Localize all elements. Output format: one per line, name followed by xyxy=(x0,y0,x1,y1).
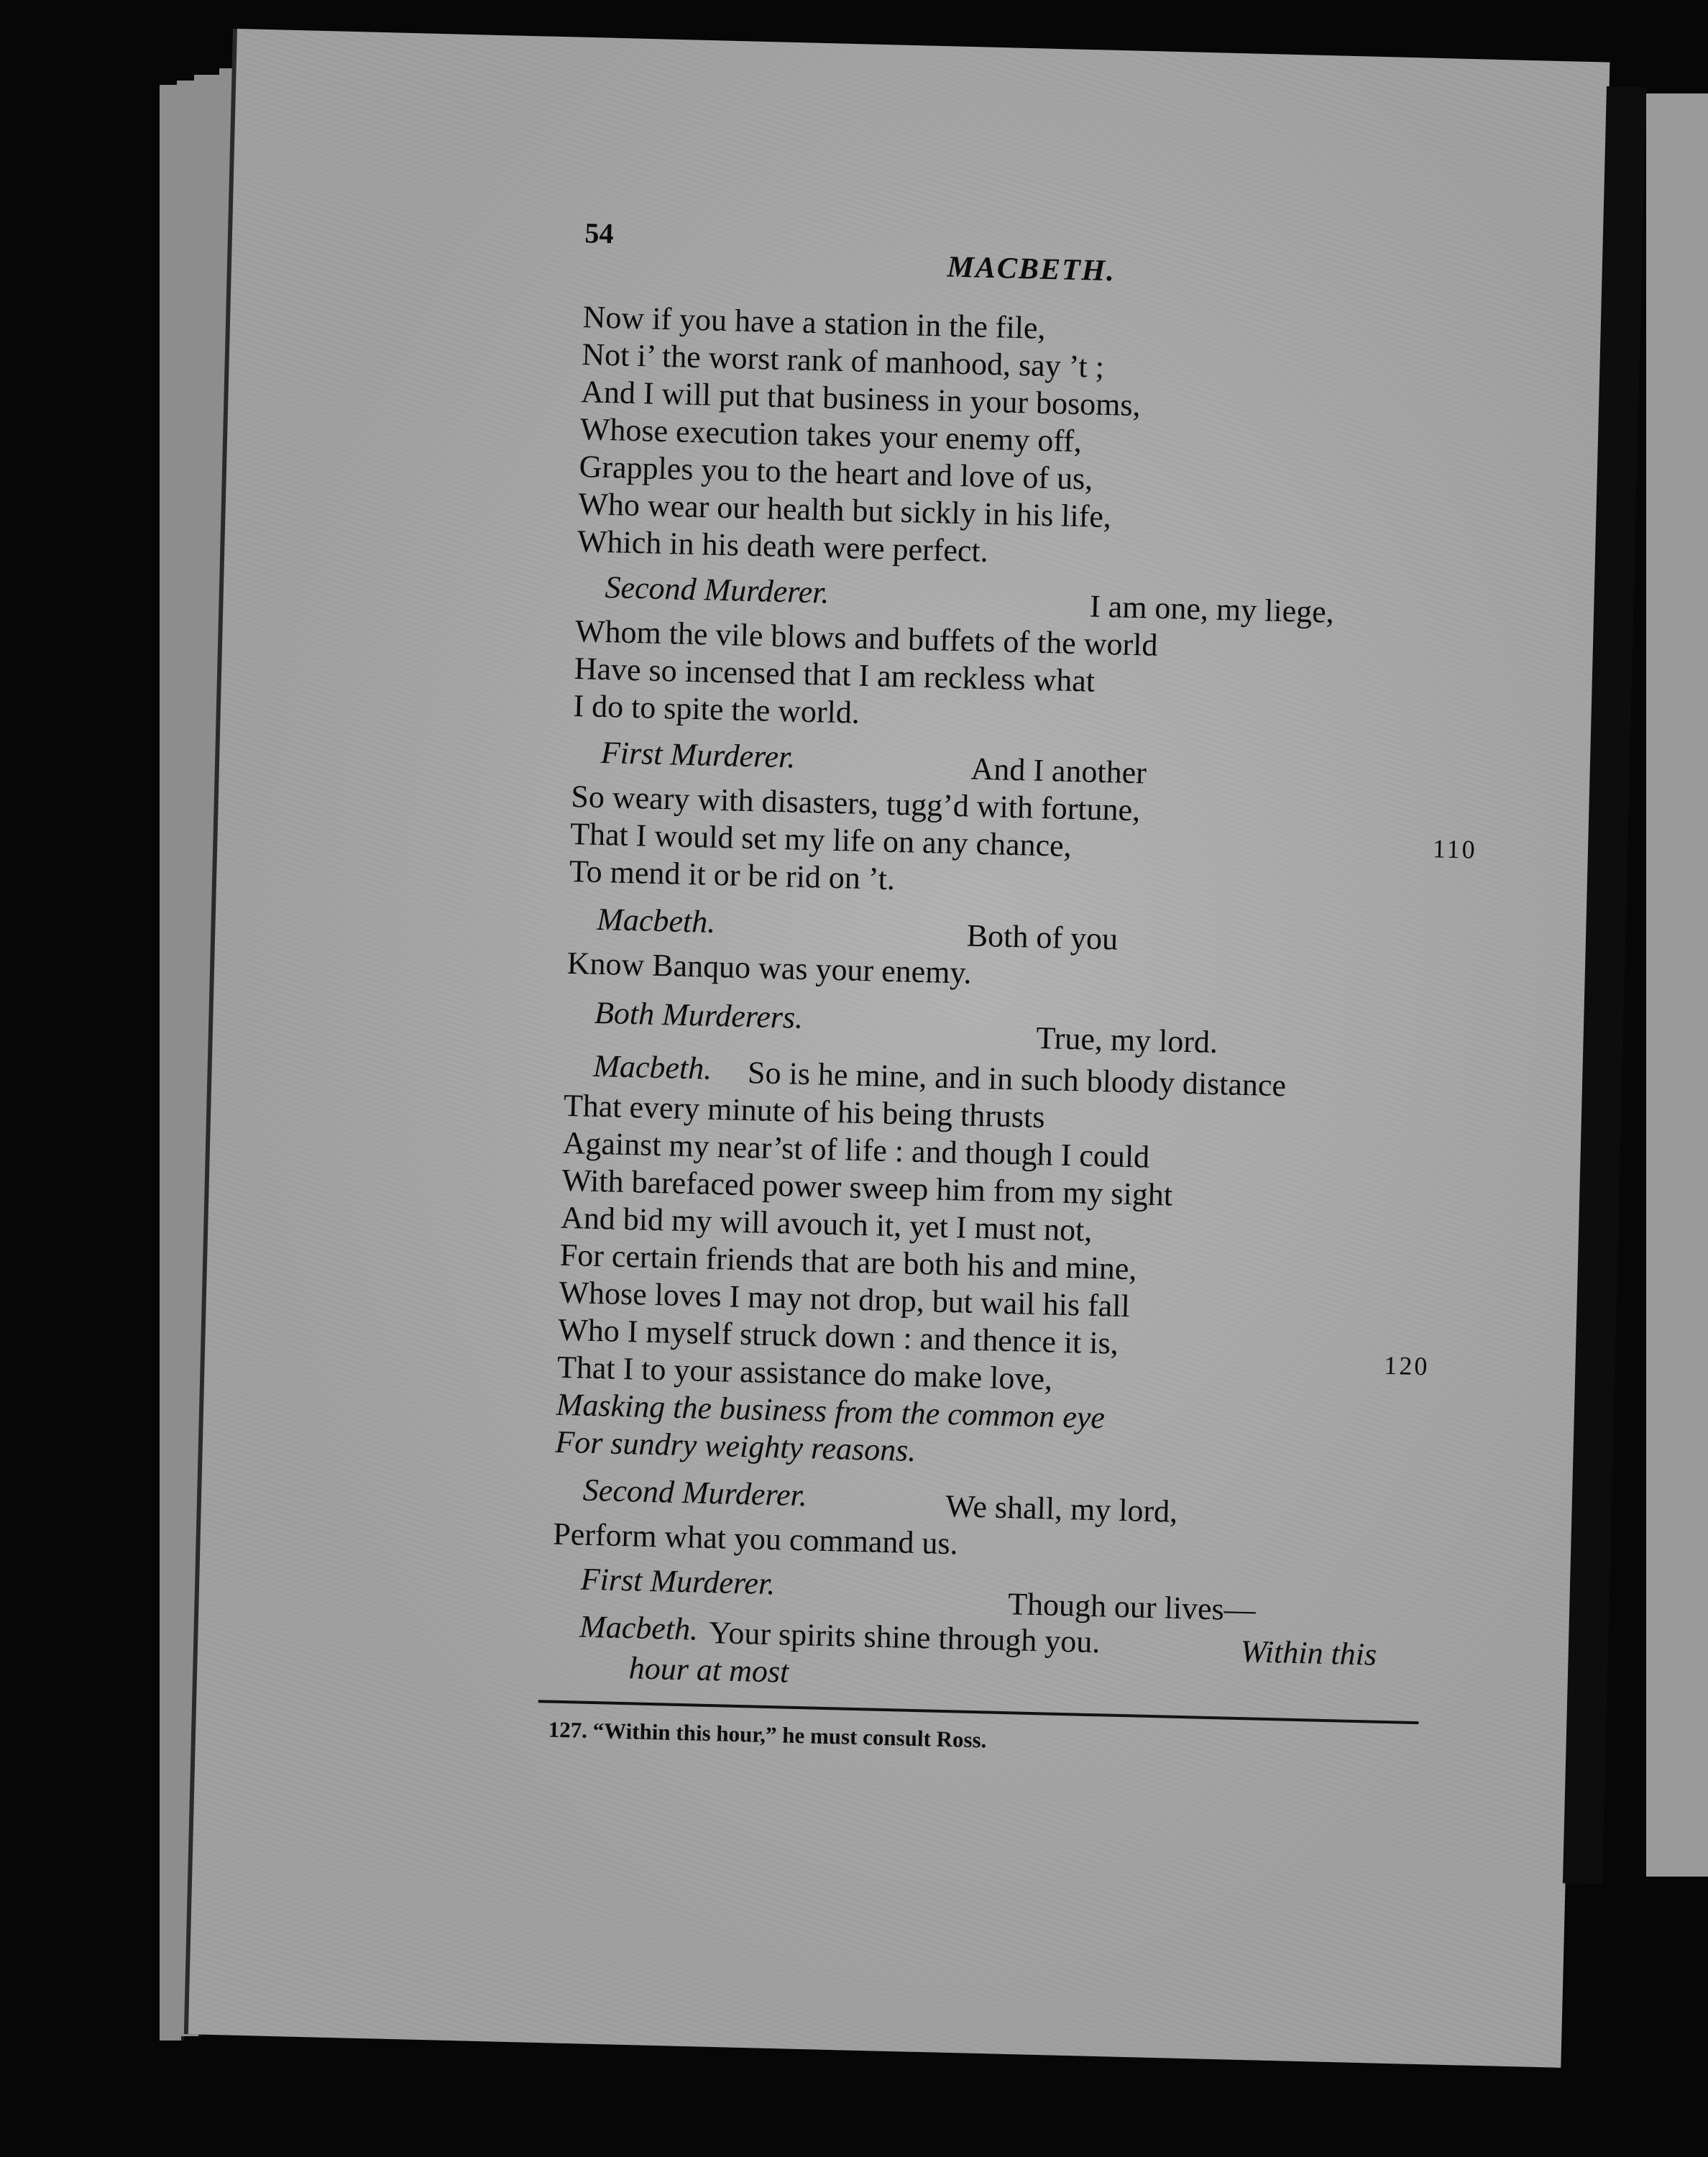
speaker-name: Macbeth. xyxy=(596,901,716,940)
verse-line: Both of you xyxy=(966,917,1119,957)
verse-line: Who wear our health but sickly in his life, xyxy=(577,486,1112,535)
verse-line: And I will put that business in your bosoms, xyxy=(580,374,1142,423)
verse-line: Which in his death were perfect. xyxy=(577,523,989,569)
verse-line: That I to your assistance do make love, xyxy=(556,1349,1053,1397)
verse-line: And I another xyxy=(970,751,1147,791)
verse-line: So weary with disasters, tugg’d with fortune, xyxy=(570,778,1141,828)
verse-line: And bid my will avouch it, yet I must not, xyxy=(560,1199,1093,1248)
verse-line: Your spirits shine through you. xyxy=(708,1615,1101,1660)
verse-line: I am one, my liege, xyxy=(1089,588,1335,630)
running-title: MACBETH. xyxy=(947,250,1116,288)
footnote-text: “Within this hour,” he must consult Ross. xyxy=(592,1718,987,1753)
verse-line: Against my near’st of life : and though I could xyxy=(562,1125,1150,1175)
verse-line: That every minute of his being thrusts xyxy=(563,1087,1046,1135)
verse-line: Have so incensed that I am reckless what xyxy=(574,651,1096,699)
speaker-name: Macbeth. xyxy=(579,1608,699,1647)
verse-line: hour at most xyxy=(628,1650,789,1690)
verse-line: For sundry weighty reasons. xyxy=(554,1424,917,1468)
speaker-name: Second Murderer. xyxy=(582,1472,808,1513)
footnote-number: 127. xyxy=(548,1716,588,1743)
verse-line: Though our lives— xyxy=(1007,1586,1257,1628)
speaker-name: First Murderer. xyxy=(580,1561,776,1602)
verse-line: Who I myself struck down : and thence it is, xyxy=(557,1311,1119,1361)
verse-line: For certain friends that are both his and mine, xyxy=(559,1237,1138,1287)
verse-line: Whose execution takes your enemy off, xyxy=(579,411,1083,459)
verse-line: Not i’ the worst rank of manhood, say ’t ; xyxy=(581,336,1105,385)
verse-line: We shall, my lord, xyxy=(945,1488,1178,1529)
verse-line: Now if you have a station in the file, xyxy=(582,299,1047,346)
verse-line: Whom the vile blows and buffets of the world xyxy=(574,613,1159,663)
speaker-name: Second Murderer. xyxy=(604,569,830,610)
verse-line: Know Banquo was your enemy. xyxy=(566,945,973,991)
verse-line: Masking the business from the common eye xyxy=(556,1386,1106,1436)
speaker-name: Macbeth. xyxy=(592,1048,712,1086)
verse-line: Perform what you command us. xyxy=(552,1516,959,1562)
verse-line: Whose loves I may not drop, but wail his fall xyxy=(559,1274,1131,1324)
speaker-name: First Murderer. xyxy=(600,734,796,775)
line-number: 120 xyxy=(1383,1350,1430,1381)
verse-line: Within this xyxy=(1240,1634,1377,1672)
footnote xyxy=(548,1717,987,1754)
verse-line: True, my lord. xyxy=(1035,1020,1218,1061)
verse-line: Grapples you to the heart and love of us, xyxy=(579,449,1093,497)
line-number: 110 xyxy=(1432,834,1478,864)
page-number: 54 xyxy=(584,216,615,250)
verse-line: So is he mine, and in such bloody distance xyxy=(747,1055,1287,1104)
verse-line: That I would set my life on any chance, xyxy=(569,815,1073,864)
verse-line: With barefaced power sweep him from my sight xyxy=(561,1162,1173,1213)
verse-line: I do to spite the world. xyxy=(572,688,860,731)
verse-line: To mend it or be rid on ’t. xyxy=(569,853,896,897)
speaker-name: Both Murderers. xyxy=(594,994,804,1035)
